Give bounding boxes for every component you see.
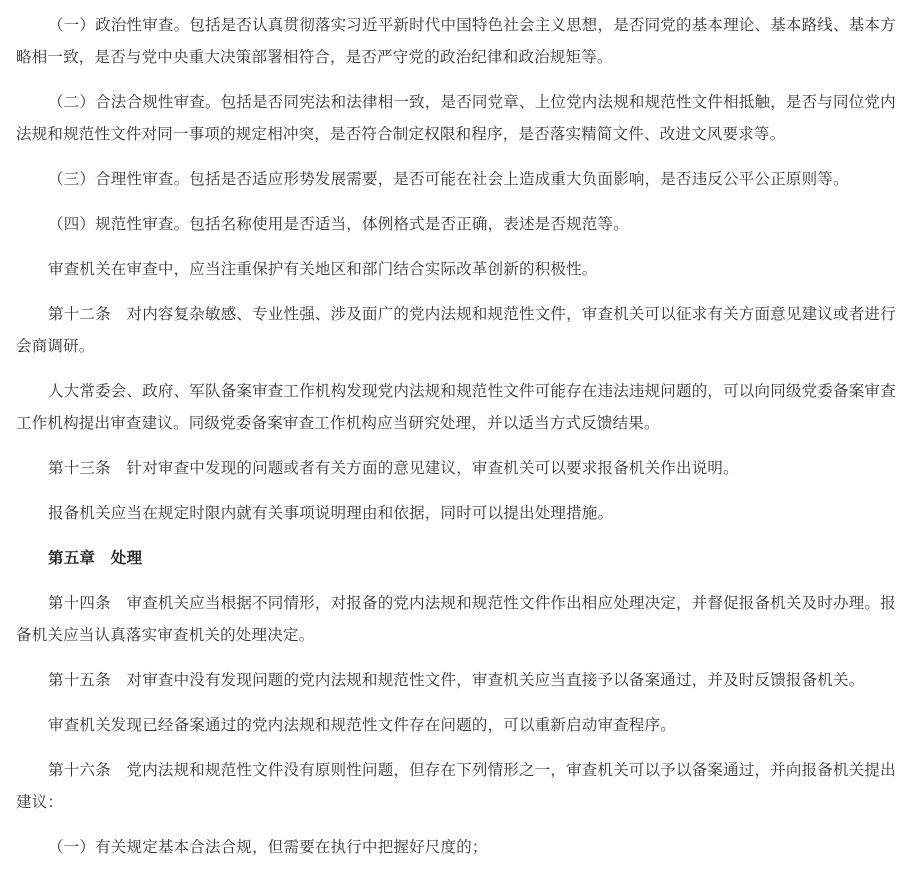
paragraph-article-14: 第十四条 审查机关应当根据不同情形，对报备的党内法规和规范性文件作出相应处理决定，并督促报备机关及时办理。报备机关应当认真落实审查机关的处理决定。 <box>16 594 896 644</box>
paragraph-political-review: （一）政治性审查。包括是否认真贯彻落实习近平新时代中国特色社会主义思想，是否同党的基本理论、基本路线、基本方略相一致，是否与党中央重大决策部署相符合，是否严守党的政治纪律和政治规矩等。 <box>16 16 896 66</box>
chapter-heading: 第五章 处理 <box>48 549 143 567</box>
paragraph-article-13: 第十三条 针对审查中发现的问题或者有关方面的意见建议，审查机关可以要求报备机关作出说明。 <box>48 459 739 477</box>
document-body <box>16 9 908 876</box>
paragraph-review-innovation: 审查机关在审查中，应当注重保护有关地区和部门结合实际改革创新的积极性。 <box>48 260 598 278</box>
paragraph-legality-review: （二）合法合规性审查。包括是否同宪法和法律相一致，是否同党章、上位党内法规和规范性文件相抵触，是否与同位党内法规和规范性文件对同一事项的规定相冲突，是否符合制定权限和程序，是否落实精简文件、改进文风要求等。 <box>16 93 896 143</box>
paragraph-normativity-review: （四）规范性审查。包括名称使用是否适当，体例格式是否正确，表述是否规范等。 <box>48 215 629 233</box>
paragraph-rationality-review: （三）合理性审查。包括是否适应形势发展需要，是否可能在社会上造成重大负面影响，是否违反公平公正原则等。 <box>48 170 849 188</box>
paragraph-explanation-deadline: 报备机关应当在规定时限内就有关事项说明理由和依据，同时可以提出处理措施。 <box>48 504 614 522</box>
paragraph-article-12: 第十二条 对内容复杂敏感、专业性强、涉及面广的党内法规和规范性文件，审查机关可以征求有关方面意见建议或者进行会商调研。 <box>16 305 896 355</box>
paragraph-article-15: 第十五条 对审查中没有发现问题的党内法规和规范性文件，审查机关应当直接予以备案通过，并及时反馈报备机关。 <box>48 671 865 689</box>
paragraph-article-16: 第十六条 党内法规和规范性文件没有原则性问题，但存在下列情形之一，审查机关可以予以备案通过，并向报备机关提出建议： <box>16 761 896 811</box>
paragraph-item-1: （一）有关规定基本合法合规，但需要在执行中把握好尺度的； <box>48 838 488 856</box>
paragraph-restart-review: 审查机关发现已经备案通过的党内法规和规范性文件存在问题的，可以重新启动审查程序。 <box>48 716 677 734</box>
paragraph-review-suggestion: 人大常委会、政府、军队备案审查工作机构发现党内法规和规范性文件可能存在违法违规问题的，可以向同级党委备案审查工作机构提出审查建议。同级党委备案审查工作机构应当研究处理，并以适当方式反馈结果。 <box>16 382 896 432</box>
